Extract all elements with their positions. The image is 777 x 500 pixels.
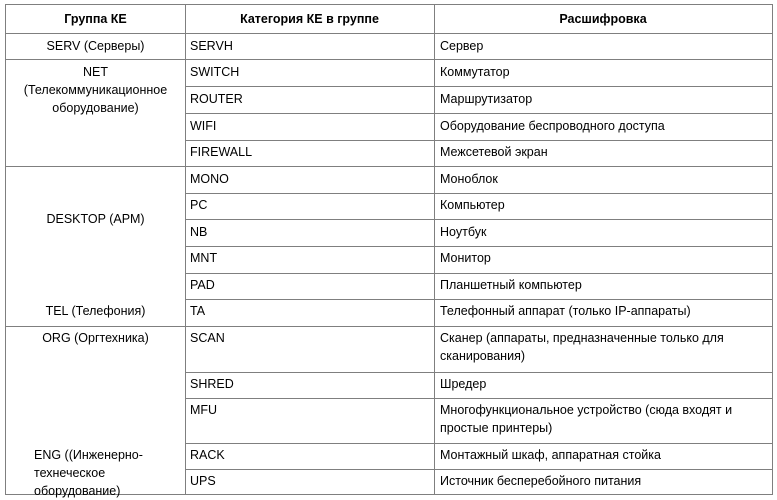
description-cell: Ноутбук	[440, 225, 487, 239]
group-tel: TEL (Телефония)	[45, 304, 146, 318]
row-divider	[185, 469, 772, 470]
group-desktop: DESKTOP (АРМ)	[46, 212, 145, 226]
ke-table	[5, 4, 773, 498]
row-divider	[6, 166, 772, 167]
group-eng: ENG ((Инженерно-технеческое оборудование)	[34, 448, 143, 498]
row-divider	[185, 246, 772, 247]
category-cell: SHRED	[190, 377, 234, 391]
row-divider	[185, 398, 772, 399]
category-cell: PAD	[190, 278, 215, 292]
category-cell: FIREWALL	[190, 145, 253, 159]
row-divider	[185, 140, 772, 141]
description-cell: Компьютер	[440, 198, 505, 212]
description-cell: Моноблок	[440, 172, 498, 186]
category-cell: SERVH	[190, 39, 233, 53]
description-cell: Планшетный компьютер	[440, 278, 582, 292]
description-cell: Телефонный аппарат (только IP-аппараты)	[440, 304, 691, 318]
description-cell: Монтажный шкаф, аппаратная стойка	[440, 448, 661, 462]
row-divider	[185, 443, 772, 444]
category-cell: SWITCH	[190, 65, 240, 79]
description-cell: Источник бесперебойного питания	[440, 474, 642, 488]
category-cell: NB	[190, 225, 208, 239]
category-cell: PC	[190, 198, 208, 212]
row-divider	[185, 86, 772, 87]
header-group: Группа КЕ	[64, 12, 127, 26]
description-cell: Маршрутизатор	[440, 92, 533, 106]
description-cell: Коммутатор	[440, 65, 510, 79]
row-divider	[6, 59, 772, 60]
row-divider	[185, 273, 772, 274]
col-divider-2	[434, 5, 435, 494]
row-divider	[185, 299, 772, 300]
category-cell: TA	[190, 304, 206, 318]
category-cell: UPS	[190, 474, 216, 488]
category-cell: MNT	[190, 251, 218, 265]
group-net: NET (Телекоммуникационное оборудование)	[23, 65, 168, 115]
description-cell: Межсетевой экран	[440, 145, 548, 159]
category-cell: WIFI	[190, 119, 217, 133]
description-cell: Оборудование беспроводного доступа	[440, 119, 665, 133]
row-divider	[185, 113, 772, 114]
col-divider-1	[185, 5, 186, 494]
row-divider	[185, 219, 772, 220]
row-divider	[6, 326, 772, 327]
category-cell: SCAN	[190, 331, 225, 345]
header-divider	[6, 33, 772, 34]
row-divider	[185, 193, 772, 194]
description-cell: Многофункциональное устройство (сюда входят и простые принтеры)	[440, 403, 733, 435]
description-cell: Монитор	[440, 251, 491, 265]
group-serv: SERV (Серверы)	[46, 39, 145, 53]
description-cell: Шредер	[440, 377, 487, 391]
category-cell: RACK	[190, 448, 225, 462]
row-divider	[185, 372, 772, 373]
header-description: Расшифровка	[559, 12, 647, 26]
category-cell: MFU	[190, 403, 218, 417]
description-cell: Сканер (аппараты, предназначенные только для сканирования)	[440, 331, 724, 363]
group-org: ORG (Оргтехника)	[42, 331, 149, 345]
description-cell: Сервер	[440, 39, 484, 53]
category-cell: ROUTER	[190, 92, 243, 106]
category-cell: MONO	[190, 172, 229, 186]
header-category: Категория КЕ в группе	[240, 12, 379, 26]
